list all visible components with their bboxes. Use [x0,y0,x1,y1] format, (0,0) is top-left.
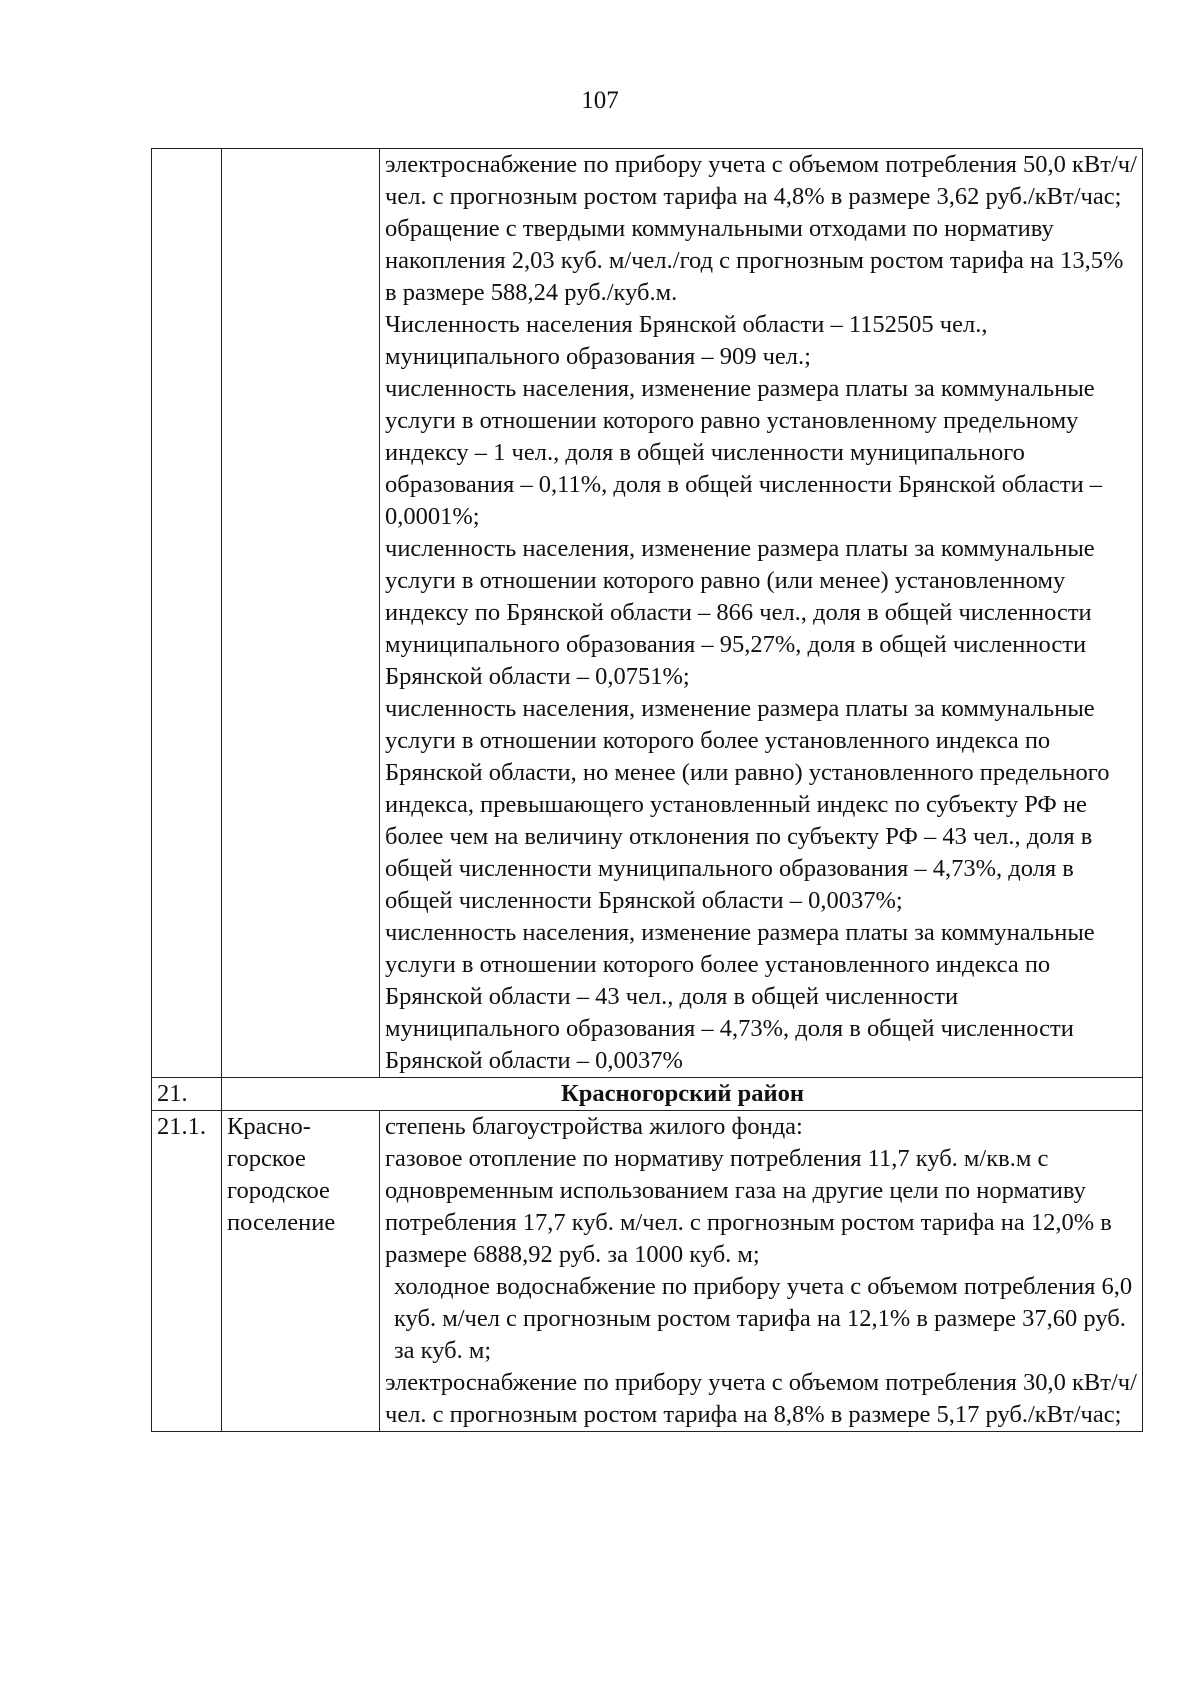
page-number: 107 [581,87,619,114]
row-number-cell: 21. [152,1078,222,1111]
details-cell [380,149,1143,1078]
paragraph: электроснабжение по прибору учета с объемом потребления 50,0 кВт/ч/чел. с прогнозным ростом тарифа на 4,8% в размере 3,62 руб./кВт/час; [385,151,1137,210]
paragraph: численность населения, изменение размера платы за коммунальные услуги в отношении которого более установленного индекса по Брянской области, но менее (или равно) установленного предельного индекса, превышающего установленный индекс по субъекту РФ не более чем на величину отклонения по субъекту РФ – 43 чел., доля в общей численности муниципального образования – 4,73%, доля в общей численности Брянской области – 0,0037%; [385,695,1110,914]
municipality-cell: Красно-горское городское поселение [222,1111,380,1432]
table-row [152,1078,1143,1111]
paragraph: газовое отопление по нормативу потребления 11,7 куб. м/кв.м с одновременным использованием газа на другие цели по нормативу потребления 17,7 куб. м/чел. с прогнозным ростом тарифа на 12,0% в размере 6888,92 руб. за 1000 куб. м; [385,1145,1112,1268]
paragraph: электроснабжение по прибору учета с объемом потребления 30,0 кВт/ч/чел. с прогнозным ростом тарифа на 8,8% в размере 5,17 руб./кВт/час; [385,1369,1137,1428]
district-heading: Красногорский район [222,1078,1143,1111]
paragraph: численность населения, изменение размера платы за коммунальные услуги в отношении которого равно (или менее) установленному индексу по Брянской области – 866 чел., доля в общей численности муниципального образования – 95,27%, доля в общей численности Брянской области – 0,0751%; [385,535,1095,690]
paragraph: холодное водоснабжение по прибору учета с объемом потребления 6,0 куб. м/чел с прогнозным ростом тарифа на 12,1% в размере 37,60 руб. за куб. м; [394,1273,1133,1364]
tariff-table [151,148,1143,1432]
paragraph: численность населения, изменение размера платы за коммунальные услуги в отношении которого более установленного индекса по Брянской области – 43 чел., доля в общей численности муниципального образования – 4,73%, доля в общей численности Брянской области – 0,0037% [385,919,1095,1074]
paragraph: степень благоустройства жилого фонда: [385,1113,803,1140]
table-row [152,1111,1143,1432]
row-number-cell: 21.1. [152,1111,222,1432]
paragraph: численность населения, изменение размера платы за коммунальные услуги в отношении которого равно установленному предельному индексу – 1 чел., доля в общей численности муниципального образования – 0,11%, доля в общей численности Брянской области – 0,0001%; [385,375,1103,530]
details-cell [380,1111,1143,1432]
table-row [152,149,1143,1078]
municipality-cell [222,149,380,1078]
paragraph: обращение с твердыми коммунальными отходами по нормативу накопления 2,03 куб. м/чел./год с прогнозным ростом тарифа на 13,5% в размере 588,24 руб./куб.м. [385,215,1124,306]
row-number-cell [152,149,222,1078]
paragraph: Численность населения Брянской области – 1152505 чел., муниципального образования – 909 чел.; [385,311,988,370]
